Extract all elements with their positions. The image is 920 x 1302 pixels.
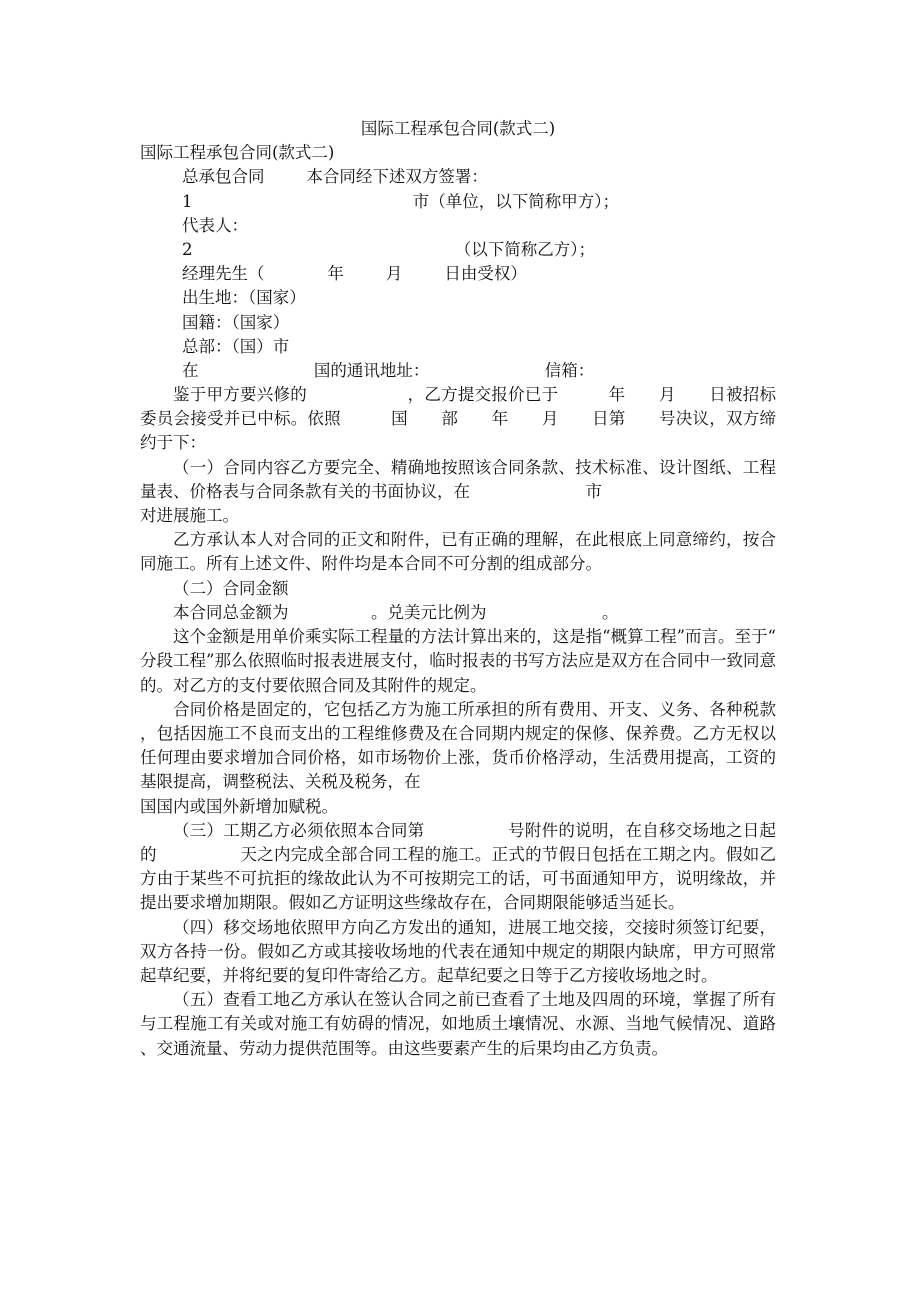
section-1-tail: 对进展施工。 xyxy=(140,506,239,526)
document-title: 国际工程承包合同(款式二) xyxy=(360,119,556,138)
birthplace-line: 出生地：（国家） xyxy=(140,288,306,308)
party-a-line: 1 市（单位，以下简称甲方）； xyxy=(140,191,619,211)
section-2-heading: （二）合同金额 xyxy=(173,578,289,598)
party-b-line: 2 （以下简称乙方）； xyxy=(140,239,595,259)
section-5-paragraph: （五）查看工地乙方承认在签认合同之前已查看了土地及四周的环境，掌握了所有与工程施工有关或对施工有妨碍的情况，如地质土壤情况、水源、当地气候情况、道路、交通流量、劳动力提供范围等。由这些要素产生的后果均由乙方负责。 xyxy=(140,990,776,1058)
section-1-paragraph: （一）合同内容乙方要完全、精确地按照该合同条款、技术标准、设计图纸、工程量表、价格表与合同条款有关的书面协议，在 市 xyxy=(140,457,776,501)
document-subtitle: 国际工程承包合同(款式二) xyxy=(140,143,335,163)
signing-line: 总承包合同 本合同经下述双方签署： xyxy=(140,167,488,187)
address-line: 在 国的通讯地址： 信箱： xyxy=(140,360,595,380)
manager-line: 经理先生（ 年 月 日由受权） xyxy=(140,264,527,284)
representative-line: 代表人： xyxy=(140,215,248,235)
acknowledgement-paragraph: 乙方承认本人对合同的正文和附件，已有正确的理解，在此根底上同意缔约，按合同施工。所有上述文件、附件均是本合同不可分割的组成部分。 xyxy=(140,530,776,574)
total-amount-paragraph: 本合同总金额为 。兑美元比例为 。 xyxy=(173,602,619,622)
fixed-price-paragraph: 合同价格是固定的，它包括乙方为施工所承担的所有费用、开支、义务、各种税款，包括因施工不良而支出的工程维修费及在合同期内规定的保修、保养费。乙方无权以任何理由要求增加合同价格，如市场物价上涨，货币价格浮动，生活费用提高，工资的基限提高，调整税法、关税及税务，在 xyxy=(140,699,776,792)
preamble-paragraph: 鉴于甲方要兴修的 ，乙方提交报价已于 年 月 日被招标委员会接受并已中标。依照 国 部 年 月 日第 号决议，双方缔约于下： xyxy=(140,385,776,453)
section-4-paragraph: （四）移交场地依照甲方向乙方发出的通知，进展工地交接，交接时须签订纪要，双方各持一份。假如乙方或其接收场地的代表在通知中规定的期限内缺席，甲方可照常起草纪要，并将纪要的复印件寄给乙方。起草纪要之日等于乙方接收场地之时。 xyxy=(140,917,776,985)
section-3-paragraph: （三）工期乙方必须依照本合同第 号附件的说明，在自移交场地之日起的 天之内完成全部合同工程的施工。正式的节假日包括在工期之内。假如乙方由于某些不可抗拒的缘故此认为不可按期完工的话，可书面通知甲方，说明缘故，并提出要求增加期限。假如乙方证明这些缘故存在，合同期限能够适当延长。 xyxy=(140,820,776,913)
nationality-line: 国籍：（国家） xyxy=(140,312,290,332)
headquarters-line: 总部：（国）市 xyxy=(140,336,290,356)
document-page xyxy=(140,117,776,1061)
fixed-price-tail: 国国内或国外新增加赋税。 xyxy=(140,796,338,816)
calculation-paragraph: 这个金额是用单价乘实际工程量的方法计算出来的，这是指“概算工程”而言。至于“分段工程”那么依照临时报表进展支付，临时报表的书写方法应是双方在合同中一致同意的。对乙方的支付要依照合同及其附件的规定。 xyxy=(140,627,776,695)
